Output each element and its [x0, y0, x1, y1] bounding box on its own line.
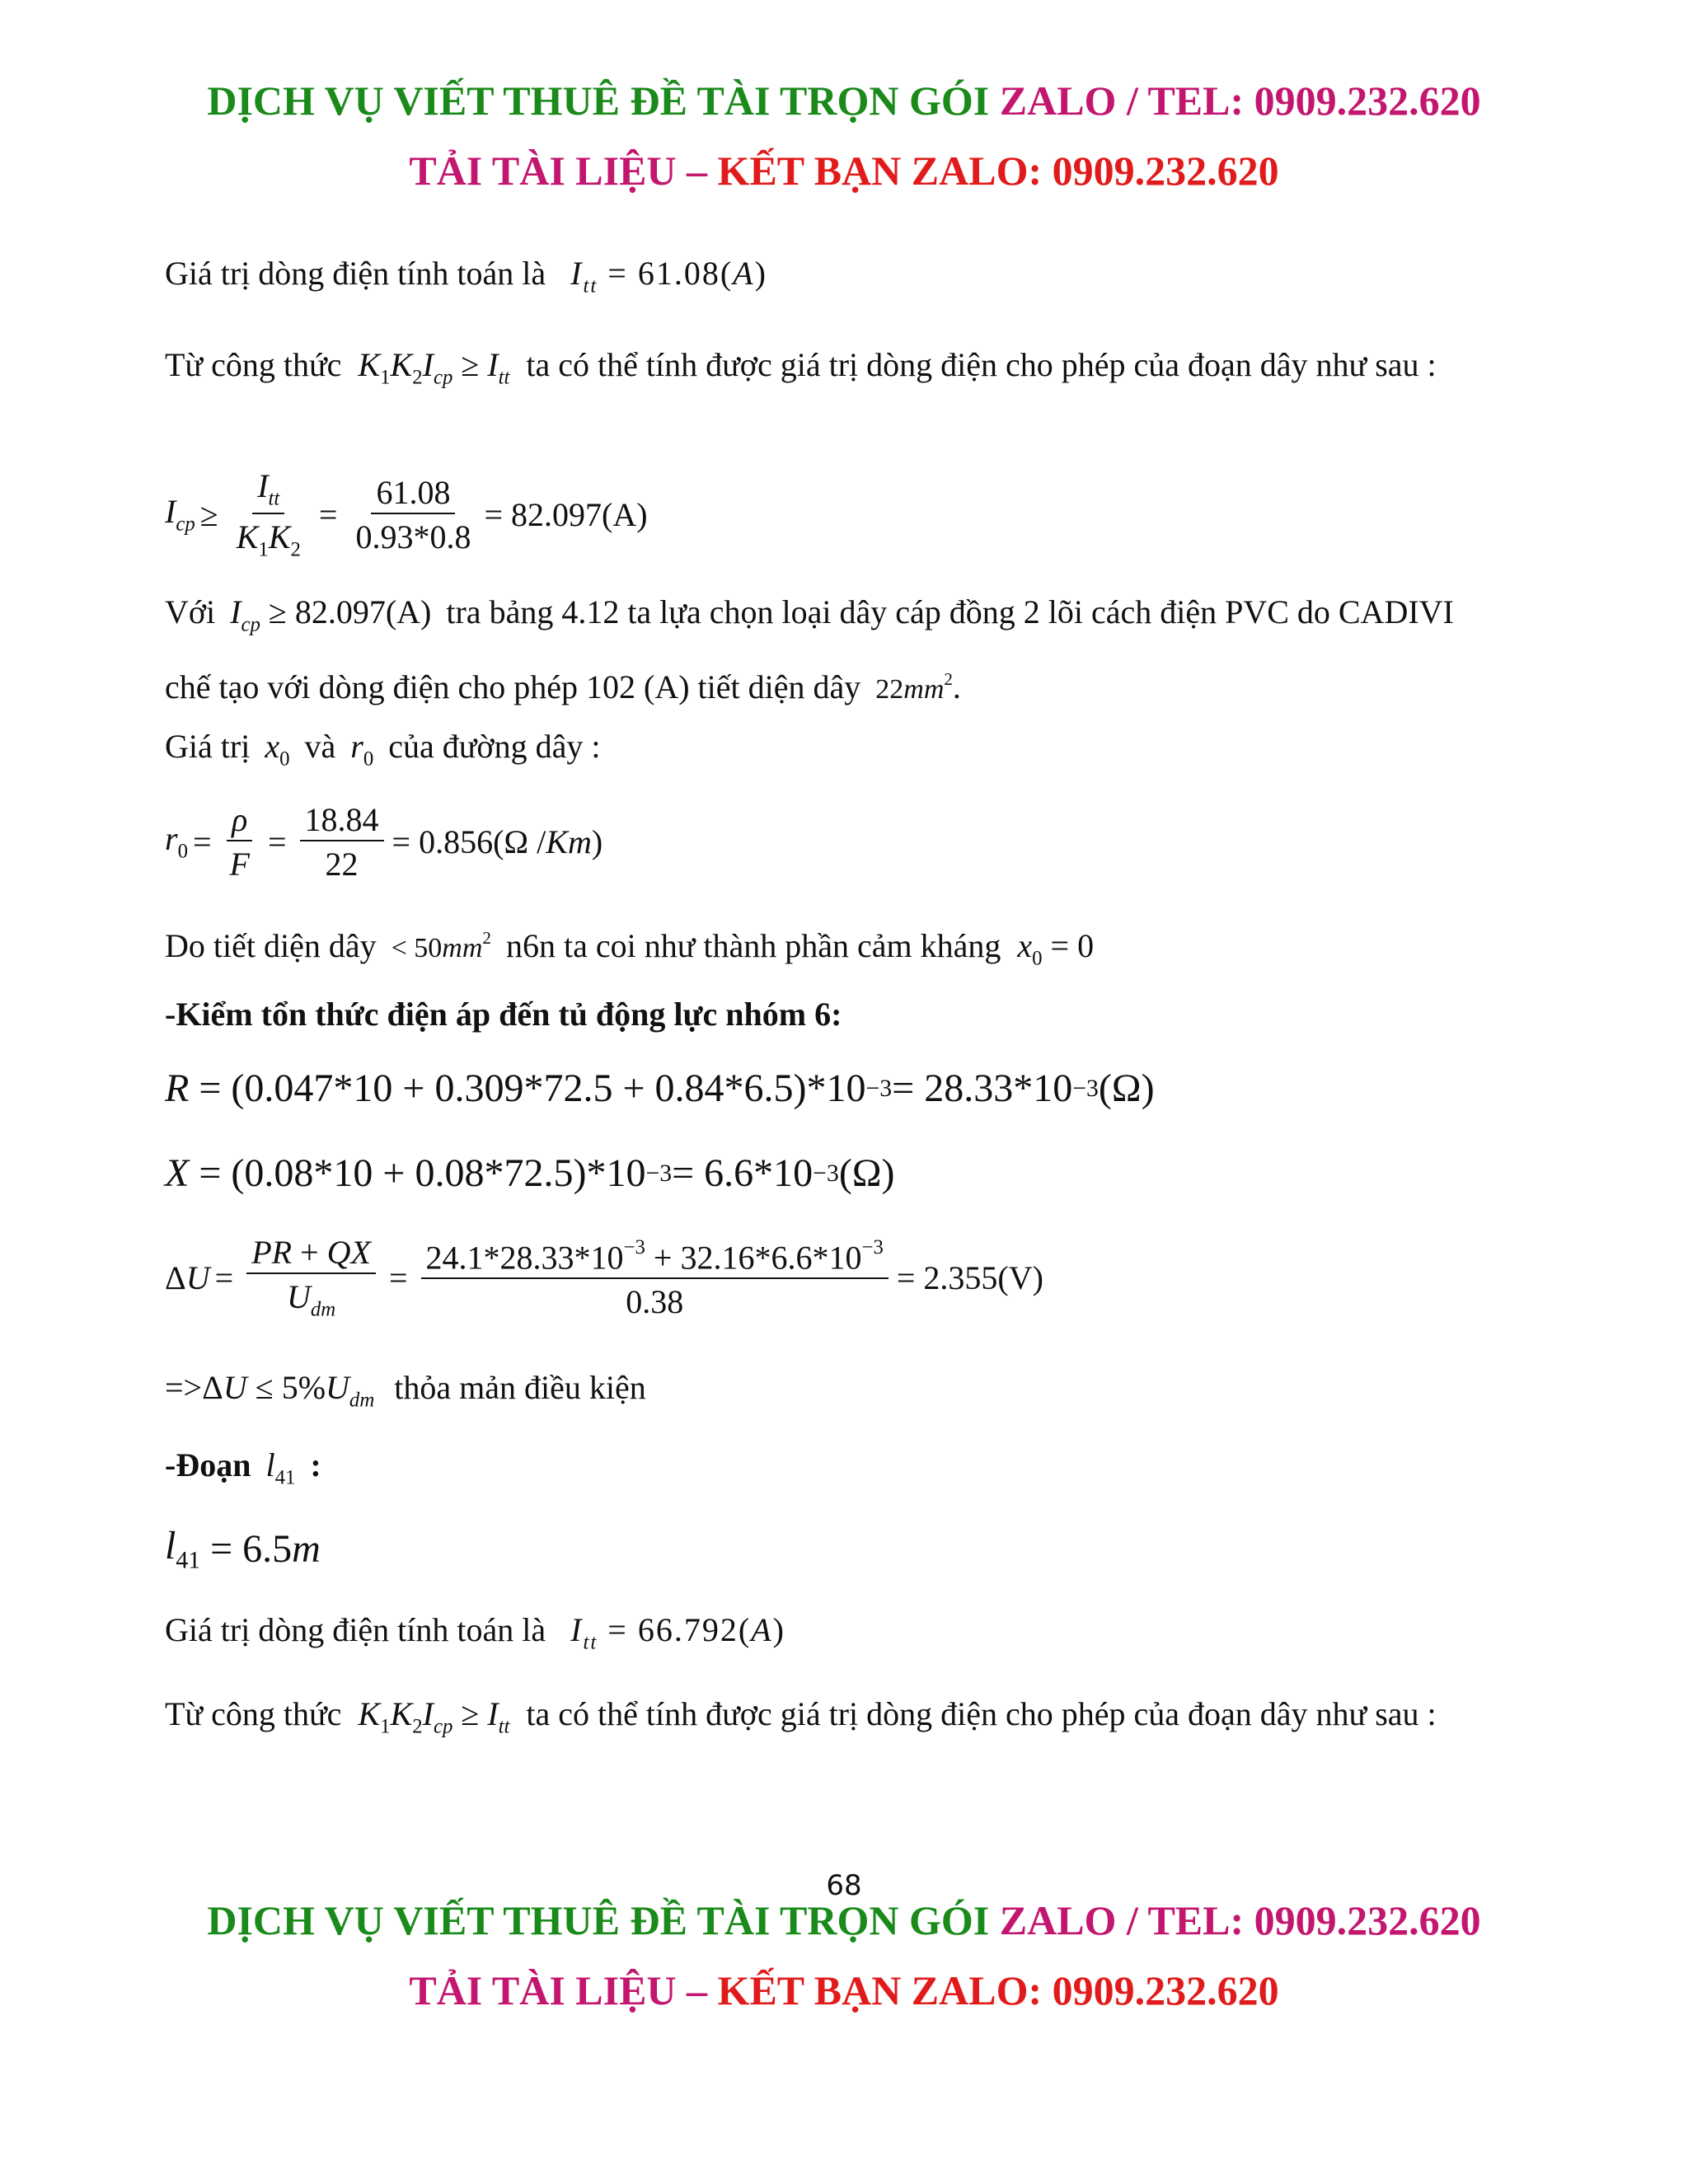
- footer-download-text: TẢI TÀI LIỆU –: [409, 1967, 708, 2013]
- paragraph-condition-check: $=>\Delta U \le 5\%U_{dm}$ thỏa mản điều kiện: [165, 1369, 646, 1412]
- paragraph-current-value-1: Giá trị dòng điện tính toán là $I_{tt} = 61.08(A)$: [165, 255, 767, 298]
- footer-banner-line-2: [0, 1966, 1688, 2015]
- header-contact-text: ZALO / TEL: 0909.232.620: [999, 77, 1481, 124]
- header-service-text: DỊCH VỤ VIẾT THUÊ ĐỀ TÀI TRỌN GÓI: [207, 77, 990, 124]
- equation-r0: $r_0$ = $\frac{\rho}{F}$ = $\frac{18.84}{22}$ = 0.856(Ω / Km ): [165, 801, 603, 883]
- footer-zalo-text: KẾT BẠN ZALO: 0909.232.620: [717, 1967, 1279, 2013]
- page-number: 68: [826, 1869, 862, 1902]
- paragraph-formula-intro-1: Từ công thức $K_1K_2I_{cp} \ge I_{tt}$ ta có thể tính được giá trị dòng điện cho phép của đoạn dây như sau :: [165, 346, 1437, 389]
- section-heading-voltage-drop: -Kiểm tổn thức điện áp đến tủ động lực nhóm 6:: [165, 996, 842, 1033]
- formula-k1k2icp-1: $K_1K_2I_{cp} \ge I_{tt}$: [358, 346, 510, 389]
- footer-banner-line-1: [0, 1896, 1688, 1945]
- paragraph-current-value-2: Giá trị dòng điện tính toán là $I_{tt} = 66.792(A)$: [165, 1611, 785, 1654]
- paragraph-formula-intro-2: Từ công thức $K_1K_2I_{cp} \ge I_{tt}$ ta có thể tính được giá trị dòng điện cho phép của đoạn dây như sau :: [165, 1695, 1437, 1738]
- header-download-text: TẢI TÀI LIỆU –: [409, 148, 708, 194]
- equation-voltage-drop: Δ U = $\frac{PR + QX}{U_{dm}}$ = $\frac{24.1*28.33*10^{-3} + 32.16*6.6*10^{-3}}{0.38}$ = 2.355(V): [165, 1234, 1043, 1321]
- paragraph-x0-r0: Giá trị $x_0$ và $r_0$ của đường dây :: [165, 728, 601, 771]
- equation-icp: $I_{cp}$ ≥ $\frac{I_{tt}}{K_1K_2}$ = $\frac{61.08}{0.93*0.8}$ = 82.097(A): [165, 467, 648, 561]
- formula-itt-1: $I_{tt} = 61.08(A)$: [570, 255, 767, 298]
- header-zalo-text: KẾT BẠN ZALO: 0909.232.620: [717, 148, 1279, 194]
- formula-area-22: $22mm^2$: [875, 669, 953, 705]
- header-banner-line-1: [0, 76, 1688, 125]
- equation-resistance: R = (0.047*10 + 0.309*72.5 + 0.84*6.5)*10 −3 = 28.33*10 −3 (Ω): [165, 1066, 1155, 1110]
- footer-contact-text: ZALO / TEL: 0909.232.620: [999, 1897, 1481, 1943]
- header-banner-line-2: [0, 146, 1688, 195]
- equation-reactance: X = (0.08*10 + 0.08*72.5)*10 −3 = 6.6*10 −3 (Ω): [165, 1151, 895, 1195]
- formula-k1k2icp-2: $K_1K_2I_{cp} \ge I_{tt}$: [358, 1695, 510, 1738]
- formula-icp-min: $I_{cp} \ge 82.097(A)$: [230, 593, 432, 636]
- paragraph-cable-selection: Với $I_{cp} \ge 82.097(A)$ tra bảng 4.12 ta lựa chọn loại dây cáp đồng 2 lõi cách điện PVC do CADIVI chế tạo với dòng điện cho phép 102 (A) tiết diện dây $22mm^2$.: [165, 593, 1454, 706]
- paragraph-reactance-zero: Do tiết diện dây < $50mm^2$ n6n ta coi như thành phần cảm kháng $x_0 = 0$: [165, 926, 1095, 970]
- equation-l41: $l_{41}$ = 6.5 m: [165, 1524, 321, 1574]
- footer-service-text: DỊCH VỤ VIẾT THUÊ ĐỀ TÀI TRỌN GÓI: [207, 1897, 990, 1943]
- section-heading-segment-l41: -Đoạn $l_{41}$ :: [165, 1446, 321, 1489]
- formula-itt-2: $I_{tt} = 66.792(A)$: [570, 1611, 785, 1654]
